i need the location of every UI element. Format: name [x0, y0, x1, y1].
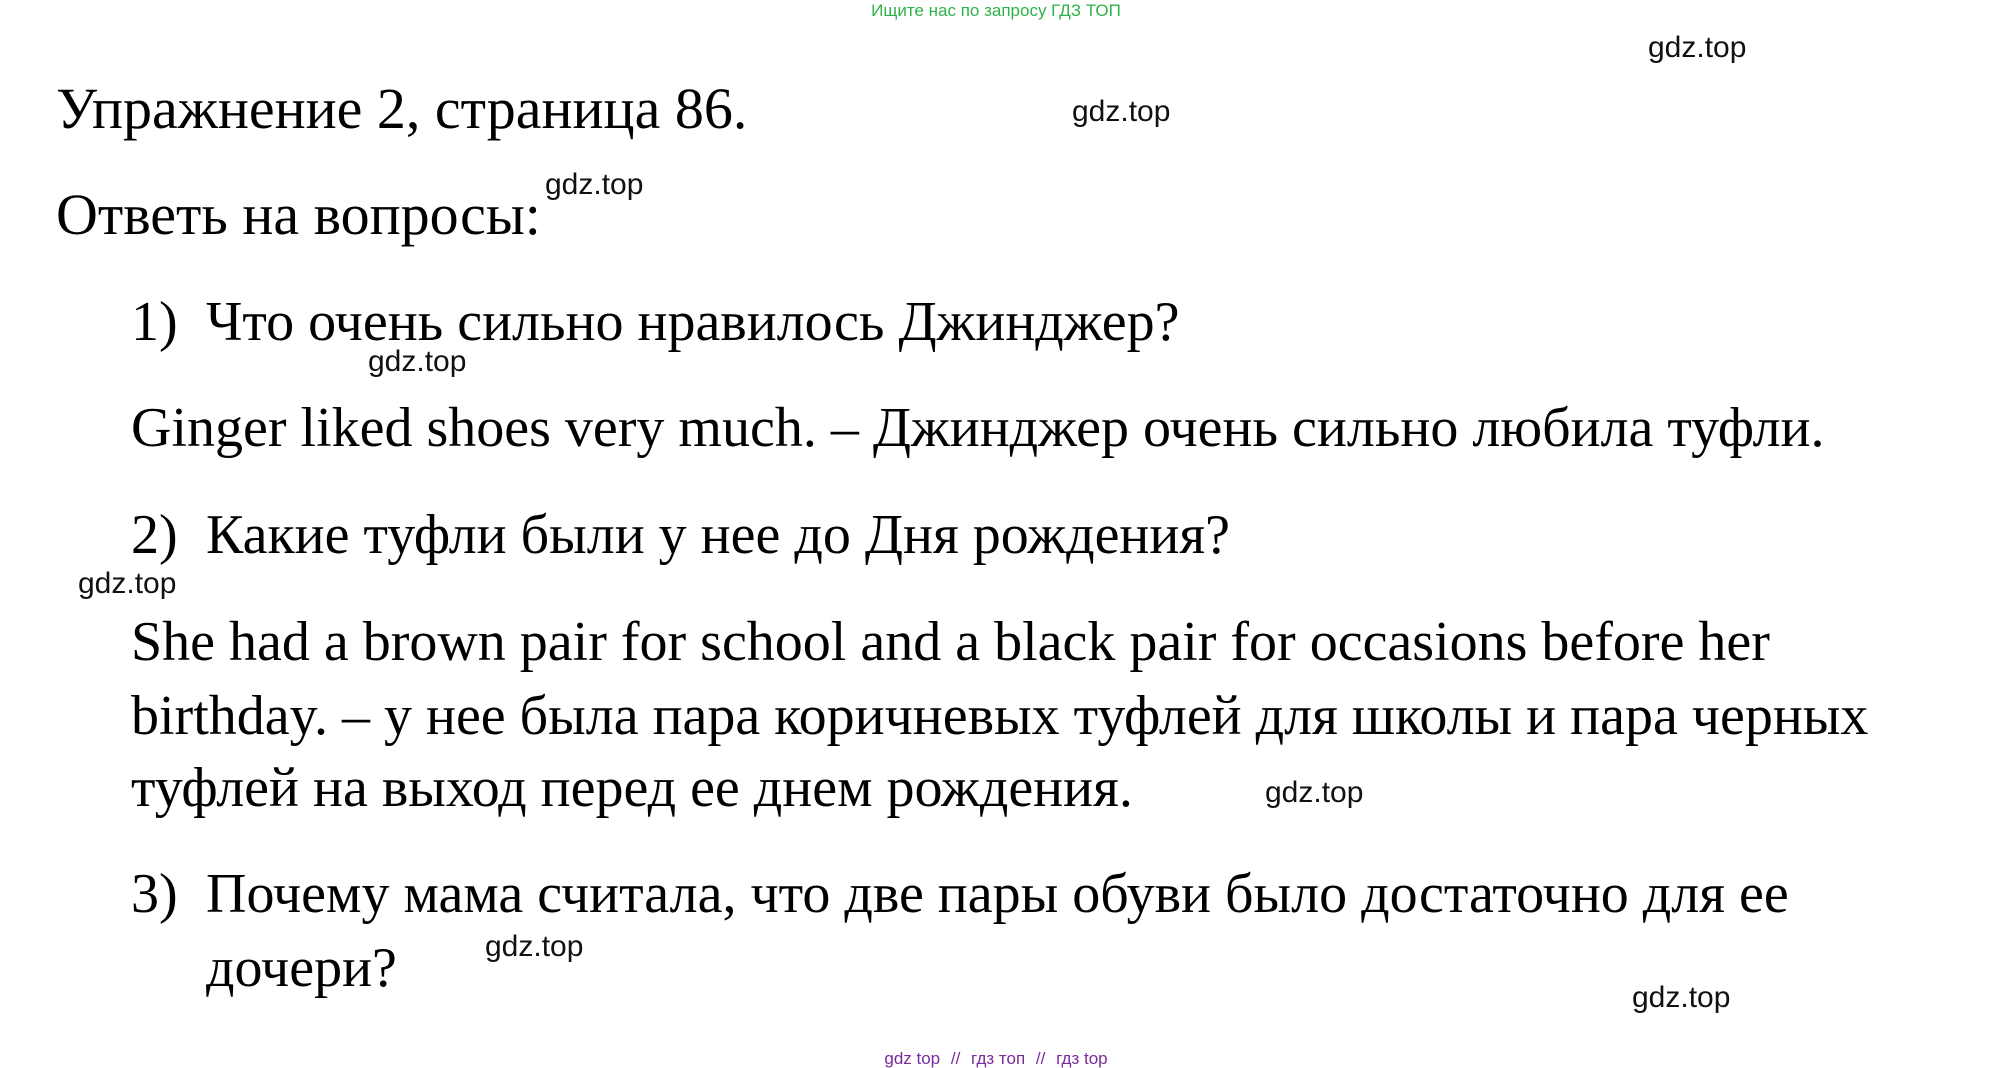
answer-2-line-3: туфлей на выход перед ее днем рождения. — [131, 757, 1133, 819]
footer-links — [0, 1050, 1992, 1067]
task-instruction: Ответь на вопросы: — [56, 182, 541, 247]
exercise-title: Упражнение 2, страница 86. — [56, 76, 748, 141]
footer-separator: // — [950, 1049, 961, 1068]
footer-link[interactable]: гдз топ — [971, 1049, 1026, 1068]
watermark: gdz.top — [1072, 95, 1171, 128]
answer-1: Ginger liked shoes very much. – Джинджер очень сильно любила туфли. — [131, 397, 1825, 459]
question-2: Какие туфли были у нее до Дня рождения? — [206, 504, 1230, 566]
footer-link[interactable]: гдз top — [1056, 1049, 1108, 1068]
watermark: gdz.top — [78, 567, 177, 600]
answer-2-line-2: birthday. – у нее была пара коричневых туфлей для школы и пара черных — [131, 685, 1869, 747]
question-number-3: 3) — [131, 863, 178, 925]
watermark: gdz.top — [1632, 981, 1731, 1014]
question-3-line-1: Почему мама считала, что две пары обуви было достаточно для ее — [206, 863, 1789, 925]
question-number-2: 2) — [131, 504, 178, 566]
question-3-line-2: дочери? — [206, 937, 397, 999]
footer-link[interactable]: gdz top — [884, 1049, 941, 1068]
watermark: gdz.top — [1648, 31, 1747, 64]
watermark: gdz.top — [368, 345, 467, 378]
question-1: Что очень сильно нравилось Джинджер? — [206, 291, 1180, 353]
answer-2-line-1: She had a brown pair for school and a black pair for occasions before her — [131, 611, 1770, 673]
watermark: gdz.top — [545, 168, 644, 201]
search-banner: Ищите нас по запросу ГДЗ ТОП — [871, 1, 1121, 20]
watermark: gdz.top — [1265, 776, 1364, 809]
question-number-1: 1) — [131, 291, 178, 353]
watermark: gdz.top — [485, 930, 584, 963]
footer-separator: // — [1035, 1049, 1046, 1068]
